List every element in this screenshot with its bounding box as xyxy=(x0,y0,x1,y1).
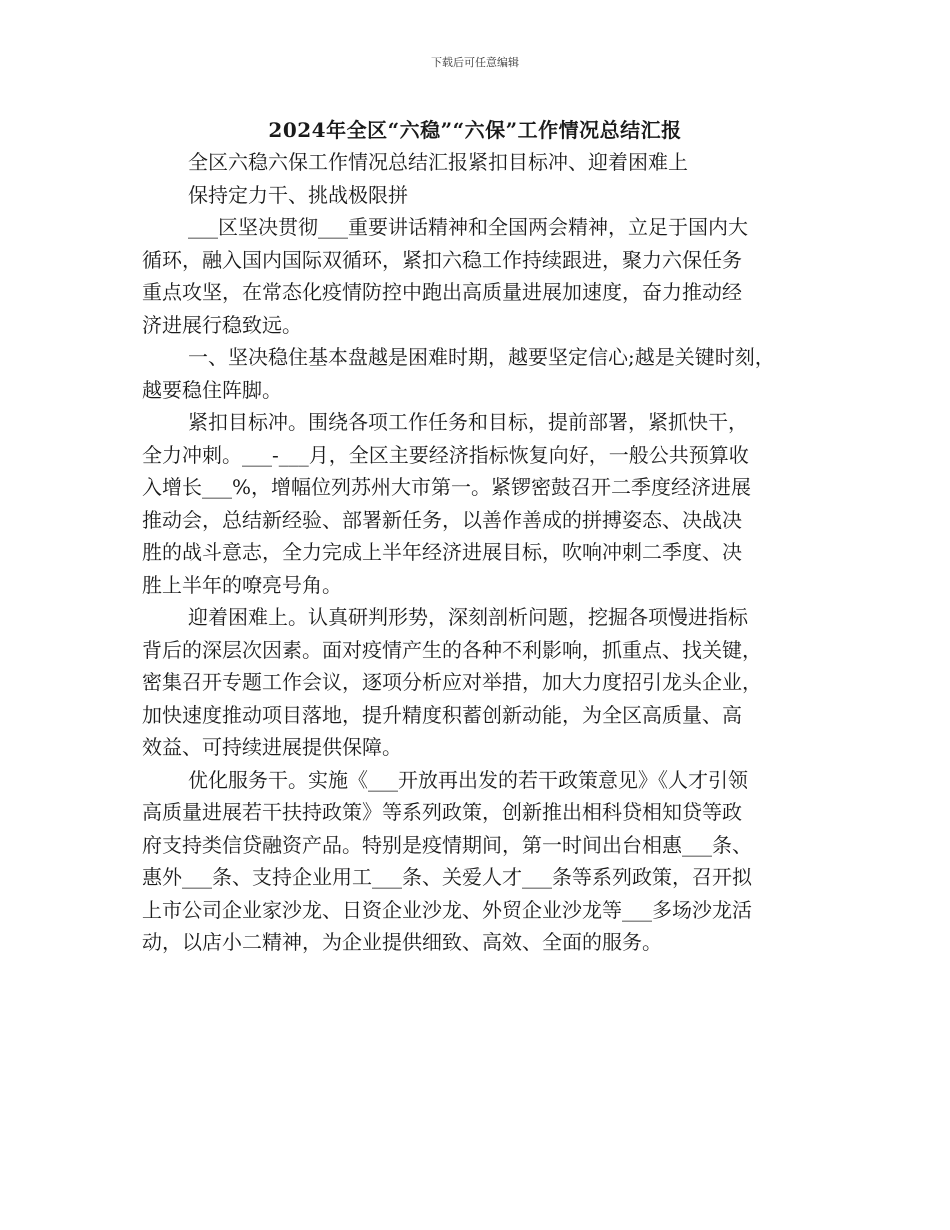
text-line: 紧扣目标冲。围绕各项工作任务和目标，提前部署，紧抓快干， xyxy=(188,410,748,434)
text-line: 全区六稳六保工作情况总结汇报紧扣目标冲、迎着困难上 xyxy=(188,150,688,174)
document-body xyxy=(142,146,822,959)
text-line: 重点攻坚，在常态化疫情防控中跑出高质量进展加速度，奋力推动经 xyxy=(142,280,742,304)
text-line: 上市公司企业家沙龙、日资企业沙龙、外贸企业沙龙等___多场沙龙活 xyxy=(142,897,752,922)
text-line: 胜的战斗意志，全力完成上半年经济进展目标，吹响冲刺二季度、决 xyxy=(142,540,742,564)
text-line: 惠外___条、支持企业用工___条、关爱人才___条等系列政策，召开拟 xyxy=(142,865,752,889)
text-line: 循环，融入国内国际双循环，紧扣六稳工作持续跟进，聚力六保任务 xyxy=(142,247,742,272)
text-line: 胜上半年的嘹亮号角。 xyxy=(142,572,342,597)
text-line: 迎着困难上。认真研判形势，深刻剖析问题，挖掘各项慢进指标 xyxy=(188,605,748,629)
text-line: 加快速度推动项目落地，提升精度积蓄创新动能，为全区高质量、高 xyxy=(142,702,742,727)
text-line: 入增长___%，增幅位列苏州大市第一。紧锣密鼓召开二季度经济进展 xyxy=(142,475,752,499)
text-line: 效益、可持续进展提供保障。 xyxy=(142,735,402,759)
text-line: 动，以店小二精神，为企业提供细致、高效、全面的服务。 xyxy=(142,930,662,954)
text-line: 高质量进展若干扶持政策》等系列政策，创新推出相科贷相知贷等政 xyxy=(142,800,742,824)
text-line: 全力冲刺。___-___月，全区主要经济指标恢复向好，一般公共预算收 xyxy=(142,442,749,467)
text-line: 优化服务干。实施《___开放再出发的若干政策意见》《人才引领 xyxy=(188,767,748,792)
text-line: ___区坚决贯彻___重要讲话精神和全国两会精神，立足于国内大 xyxy=(188,215,748,239)
text-line: 济进展行稳致远。 xyxy=(142,312,302,337)
text-line: 一、坚决稳住基本盘越是困难时期，越要坚定信心;越是关键时刻， xyxy=(188,345,775,369)
text-line: 越要稳住阵脚。 xyxy=(142,377,282,402)
text-line: 密集召开专题工作会议，逐项分析应对举措，加大力度招引龙头企业， xyxy=(142,670,762,694)
text-line: 府支持类信贷融资产品。特别是疫情期间，第一时间出台相惠___条、 xyxy=(142,832,752,857)
document-title: 2024年全区“六稳”“六保”工作情况总结汇报 xyxy=(268,118,682,142)
text-line: 背后的深层次因素。面对疫情产生的各种不利影响，抓重点、找关键， xyxy=(142,637,762,662)
header-note: 下载后可任意编辑 xyxy=(431,56,519,69)
text-line: 保持定力干、挑战极限拼 xyxy=(188,182,408,207)
text-line: 推动会，总结新经验、部署新任务，以善作善成的拼搏姿态、决战决 xyxy=(142,507,742,532)
